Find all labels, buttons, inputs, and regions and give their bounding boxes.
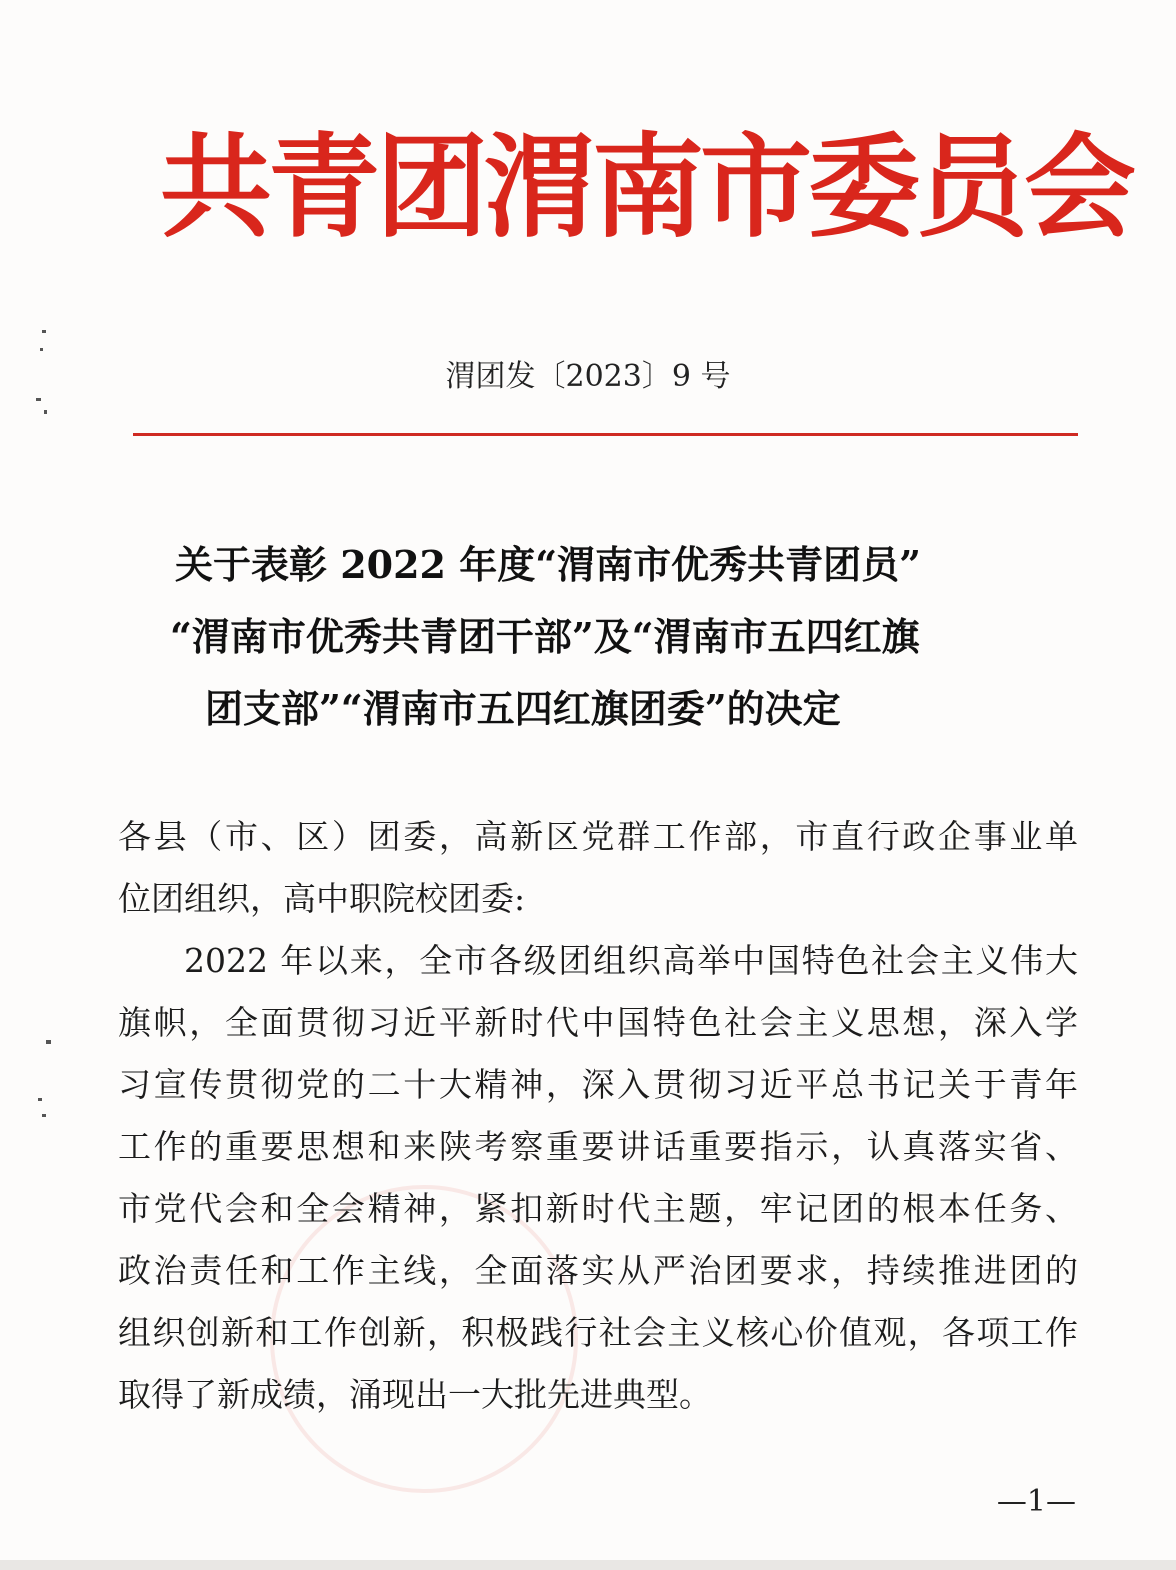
title-line-3: 团支部”“渭南市五四红旗团委”的决定 [205,686,841,731]
paragraph-line-3: 习宣传贯彻党的二十大精神，深入贯彻习近平总书记关于青年 [118,1065,1078,1104]
scan-speck [46,1040,51,1044]
paragraph-line-6: 政治责任和工作主线，全面落实从严治团要求，持续推进团的 [118,1251,1078,1290]
red-separator-line [133,433,1078,436]
scan-speck [40,348,43,351]
issuing-organization-header: 共青团渭南市委员会 [160,123,1132,253]
page-number: —1— [996,1484,1076,1519]
scan-speck [38,1098,42,1101]
scan-speck [42,1114,46,1117]
paragraph-line-8: 取得了新成绩，涌现出一大批先进典型。 [118,1375,712,1414]
paragraph-line-5: 市党代会和全会精神，紧扣新时代主题，牢记团的根本任务、 [118,1189,1078,1228]
addressee-line-1: 各县（市、区）团委，高新区党群工作部，市直行政企事业单 [118,817,1078,856]
scan-speck [36,398,41,401]
document-number: 渭团发〔2023〕9 号 [445,359,731,394]
scan-bottom-edge [0,1560,1176,1570]
title-line-2: “渭南市优秀共青团干部”及“渭南市五四红旗 [170,614,920,659]
paragraph-line-1: 2022 年以来，全市各级团组织高举中国特色社会主义伟大 [184,941,1078,980]
title-line-1: 关于表彰 2022 年度“渭南市优秀共青团员” [175,542,921,587]
paragraph-line-7: 组织创新和工作创新，积极践行社会主义核心价值观，各项工作 [118,1313,1078,1352]
paragraph-line-2: 旗帜，全面贯彻习近平新时代中国特色社会主义思想，深入学 [118,1003,1078,1042]
addressee-line-2: 位团组织，高中职院校团委: [118,879,526,918]
paragraph-line-4: 工作的重要思想和来陕考察重要讲话重要指示，认真落实省、 [118,1127,1078,1166]
scan-speck [44,410,47,414]
scan-speck [42,330,46,333]
